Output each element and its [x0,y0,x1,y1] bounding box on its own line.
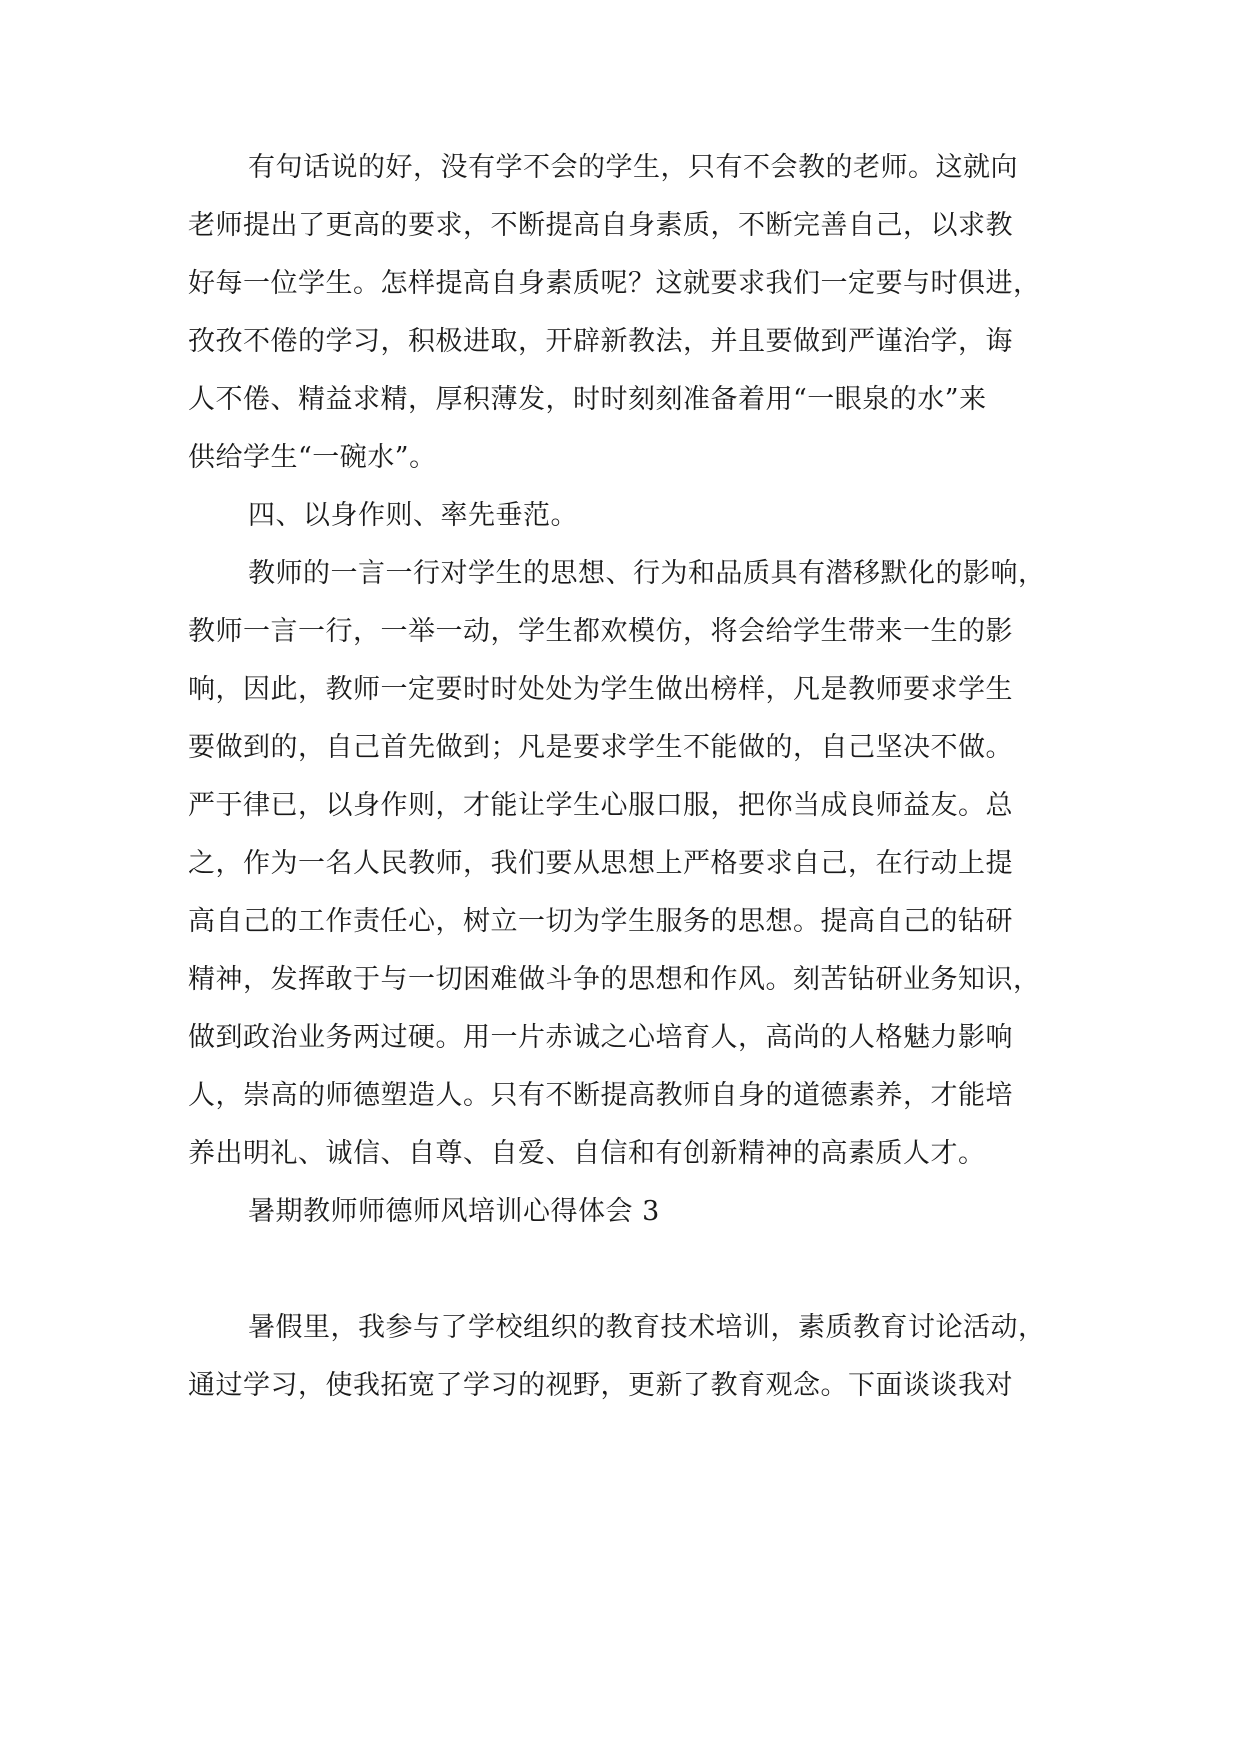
section-heading: 四、以身作则、率先垂范。 [248,500,578,531]
paragraph-line: 教师的一言一行对学生的思想、行为和品质具有潜移默化的影响， [248,558,1046,589]
paragraph-line: 精神，发挥敢于与一切困难做斗争的思想和作风。刻苦钻研业务知识， [188,964,1041,995]
paragraph-line: 要做到的，自己首先做到；凡是要求学生不能做的，自己坚决不做。 [188,732,1013,763]
paragraph-line: 人，崇高的师德塑造人。只有不断提高教师自身的道德素养，才能培 [188,1080,1013,1111]
paragraph-line: 老师提出了更高的要求，不断提高自身素质，不断完善自己，以求教 [188,210,1013,241]
paragraph-line: 严于律已，以身作则，才能让学生心服口服，把你当成良师益友。总 [188,790,1013,821]
paragraph-line: 做到政治业务两过硬。用一片赤诚之心培育人，高尚的人格魅力影响 [188,1022,1013,1053]
paragraph-line: 孜孜不倦的学习，积极进取，开辟新教法，并且要做到严谨治学，诲 [188,326,1013,357]
paragraph-line: 教师一言一行，一举一动，学生都欢模仿，将会给学生带来一生的影 [188,616,1013,647]
article-title: 暑期教师师德师风培训心得体会 3 [248,1196,660,1227]
paragraph-line: 有句话说的好，没有学不会的学生，只有不会教的老师。这就向 [248,152,1018,183]
paragraph-line: 之，作为一名人民教师，我们要从思想上严格要求自己，在行动上提 [188,848,1013,879]
paragraph-line: 供给学生“一碗水”。 [188,442,437,473]
paragraph-line: 人不倦、精益求精，厚积薄发，时时刻刻准备着用“一眼泉的水”来 [188,384,987,415]
paragraph-line: 养出明礼、诚信、自尊、自爱、自信和有创新精神的高素质人才。 [188,1138,986,1169]
paragraph-line: 响，因此，教师一定要时时处处为学生做出榜样，凡是教师要求学生 [188,674,1013,705]
paragraph-line: 暑假里，我参与了学校组织的教育技术培训，素质教育讨论活动， [248,1312,1046,1343]
paragraph-line: 好每一位学生。怎样提高自身素质呢？这就要求我们一定要与时俱进， [188,268,1041,299]
paragraph-line: 通过学习，使我拓宽了学习的视野，更新了教育观念。下面谈谈我对 [188,1370,1013,1401]
paragraph-line: 高自己的工作责任心，树立一切为学生服务的思想。提高自己的钻研 [188,906,1013,937]
